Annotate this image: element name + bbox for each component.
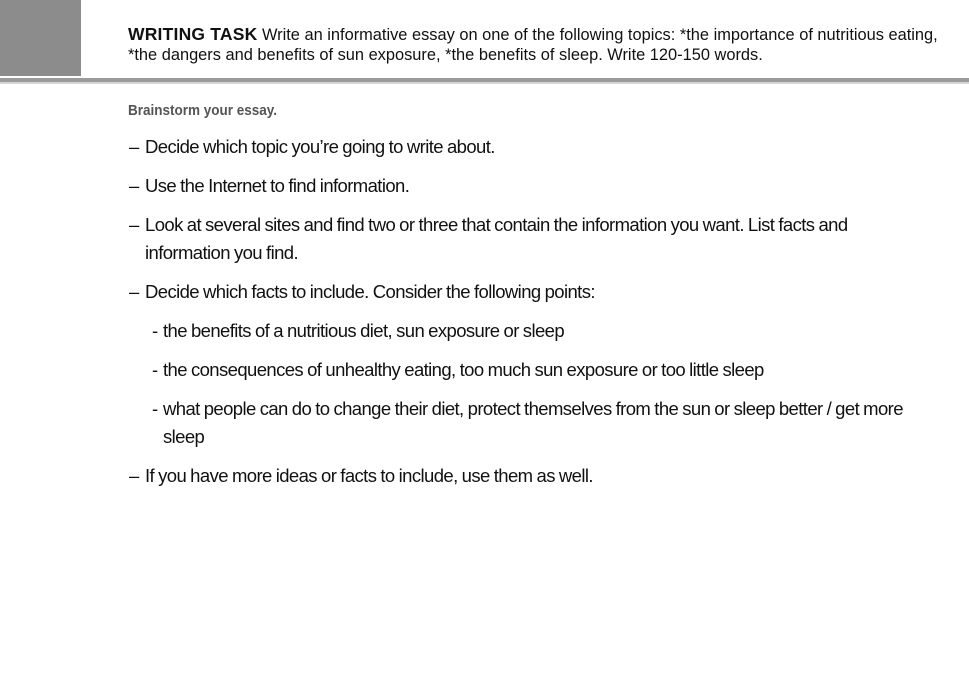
sub-list-item bbox=[128, 356, 928, 384]
hyphen-marker: - bbox=[152, 320, 158, 341]
header-divider-shadow bbox=[0, 82, 969, 84]
sub-list-item bbox=[128, 317, 928, 345]
dash-marker: – bbox=[129, 136, 139, 157]
list-item bbox=[128, 172, 928, 200]
sub-list-item-text: the benefits of a nutritious diet, sun exposure or sleep bbox=[163, 320, 565, 341]
header-grey-block bbox=[0, 0, 81, 76]
list-item-text: Use the Internet to find information. bbox=[145, 175, 410, 196]
list-item bbox=[128, 133, 928, 161]
list-item-text: If you have more ideas or facts to include, use them as well. bbox=[145, 465, 593, 486]
list-item-text: Decide which facts to include. Consider the following points: bbox=[145, 281, 595, 302]
dash-marker: – bbox=[129, 465, 139, 486]
task-title: WRITING TASK bbox=[128, 24, 258, 44]
brainstorm-section bbox=[128, 102, 928, 501]
dash-marker: – bbox=[129, 281, 139, 302]
list-item-text: Look at several sites and find two or three that contain the information you want. List facts and information you find. bbox=[145, 214, 848, 263]
brainstorm-list bbox=[128, 133, 928, 490]
dash-marker: – bbox=[129, 175, 139, 196]
list-item bbox=[128, 462, 928, 490]
sub-list-item bbox=[128, 395, 928, 451]
writing-task-header bbox=[128, 24, 948, 65]
sub-list-item-text: what people can do to change their diet, protect themselves from the sun or sleep better / get more sleep bbox=[163, 398, 903, 447]
hyphen-marker: - bbox=[152, 398, 158, 419]
sub-list-item-text: the consequences of unhealthy eating, too much sun exposure or too little sleep bbox=[163, 359, 764, 380]
hyphen-marker: - bbox=[152, 359, 158, 380]
task-instruction: Write an informative essay on one of the following topics: *the importance of nutritious eating, *the dangers and benefits of sun exposure, *the benefits of sleep. Write 120-150 words. bbox=[128, 26, 938, 64]
list-item bbox=[128, 278, 928, 306]
dash-marker: – bbox=[129, 214, 139, 235]
list-item-text: Decide which topic you’re going to write about. bbox=[145, 136, 495, 157]
list-item bbox=[128, 211, 928, 267]
section-heading: Brainstorm your essay. bbox=[128, 102, 278, 119]
